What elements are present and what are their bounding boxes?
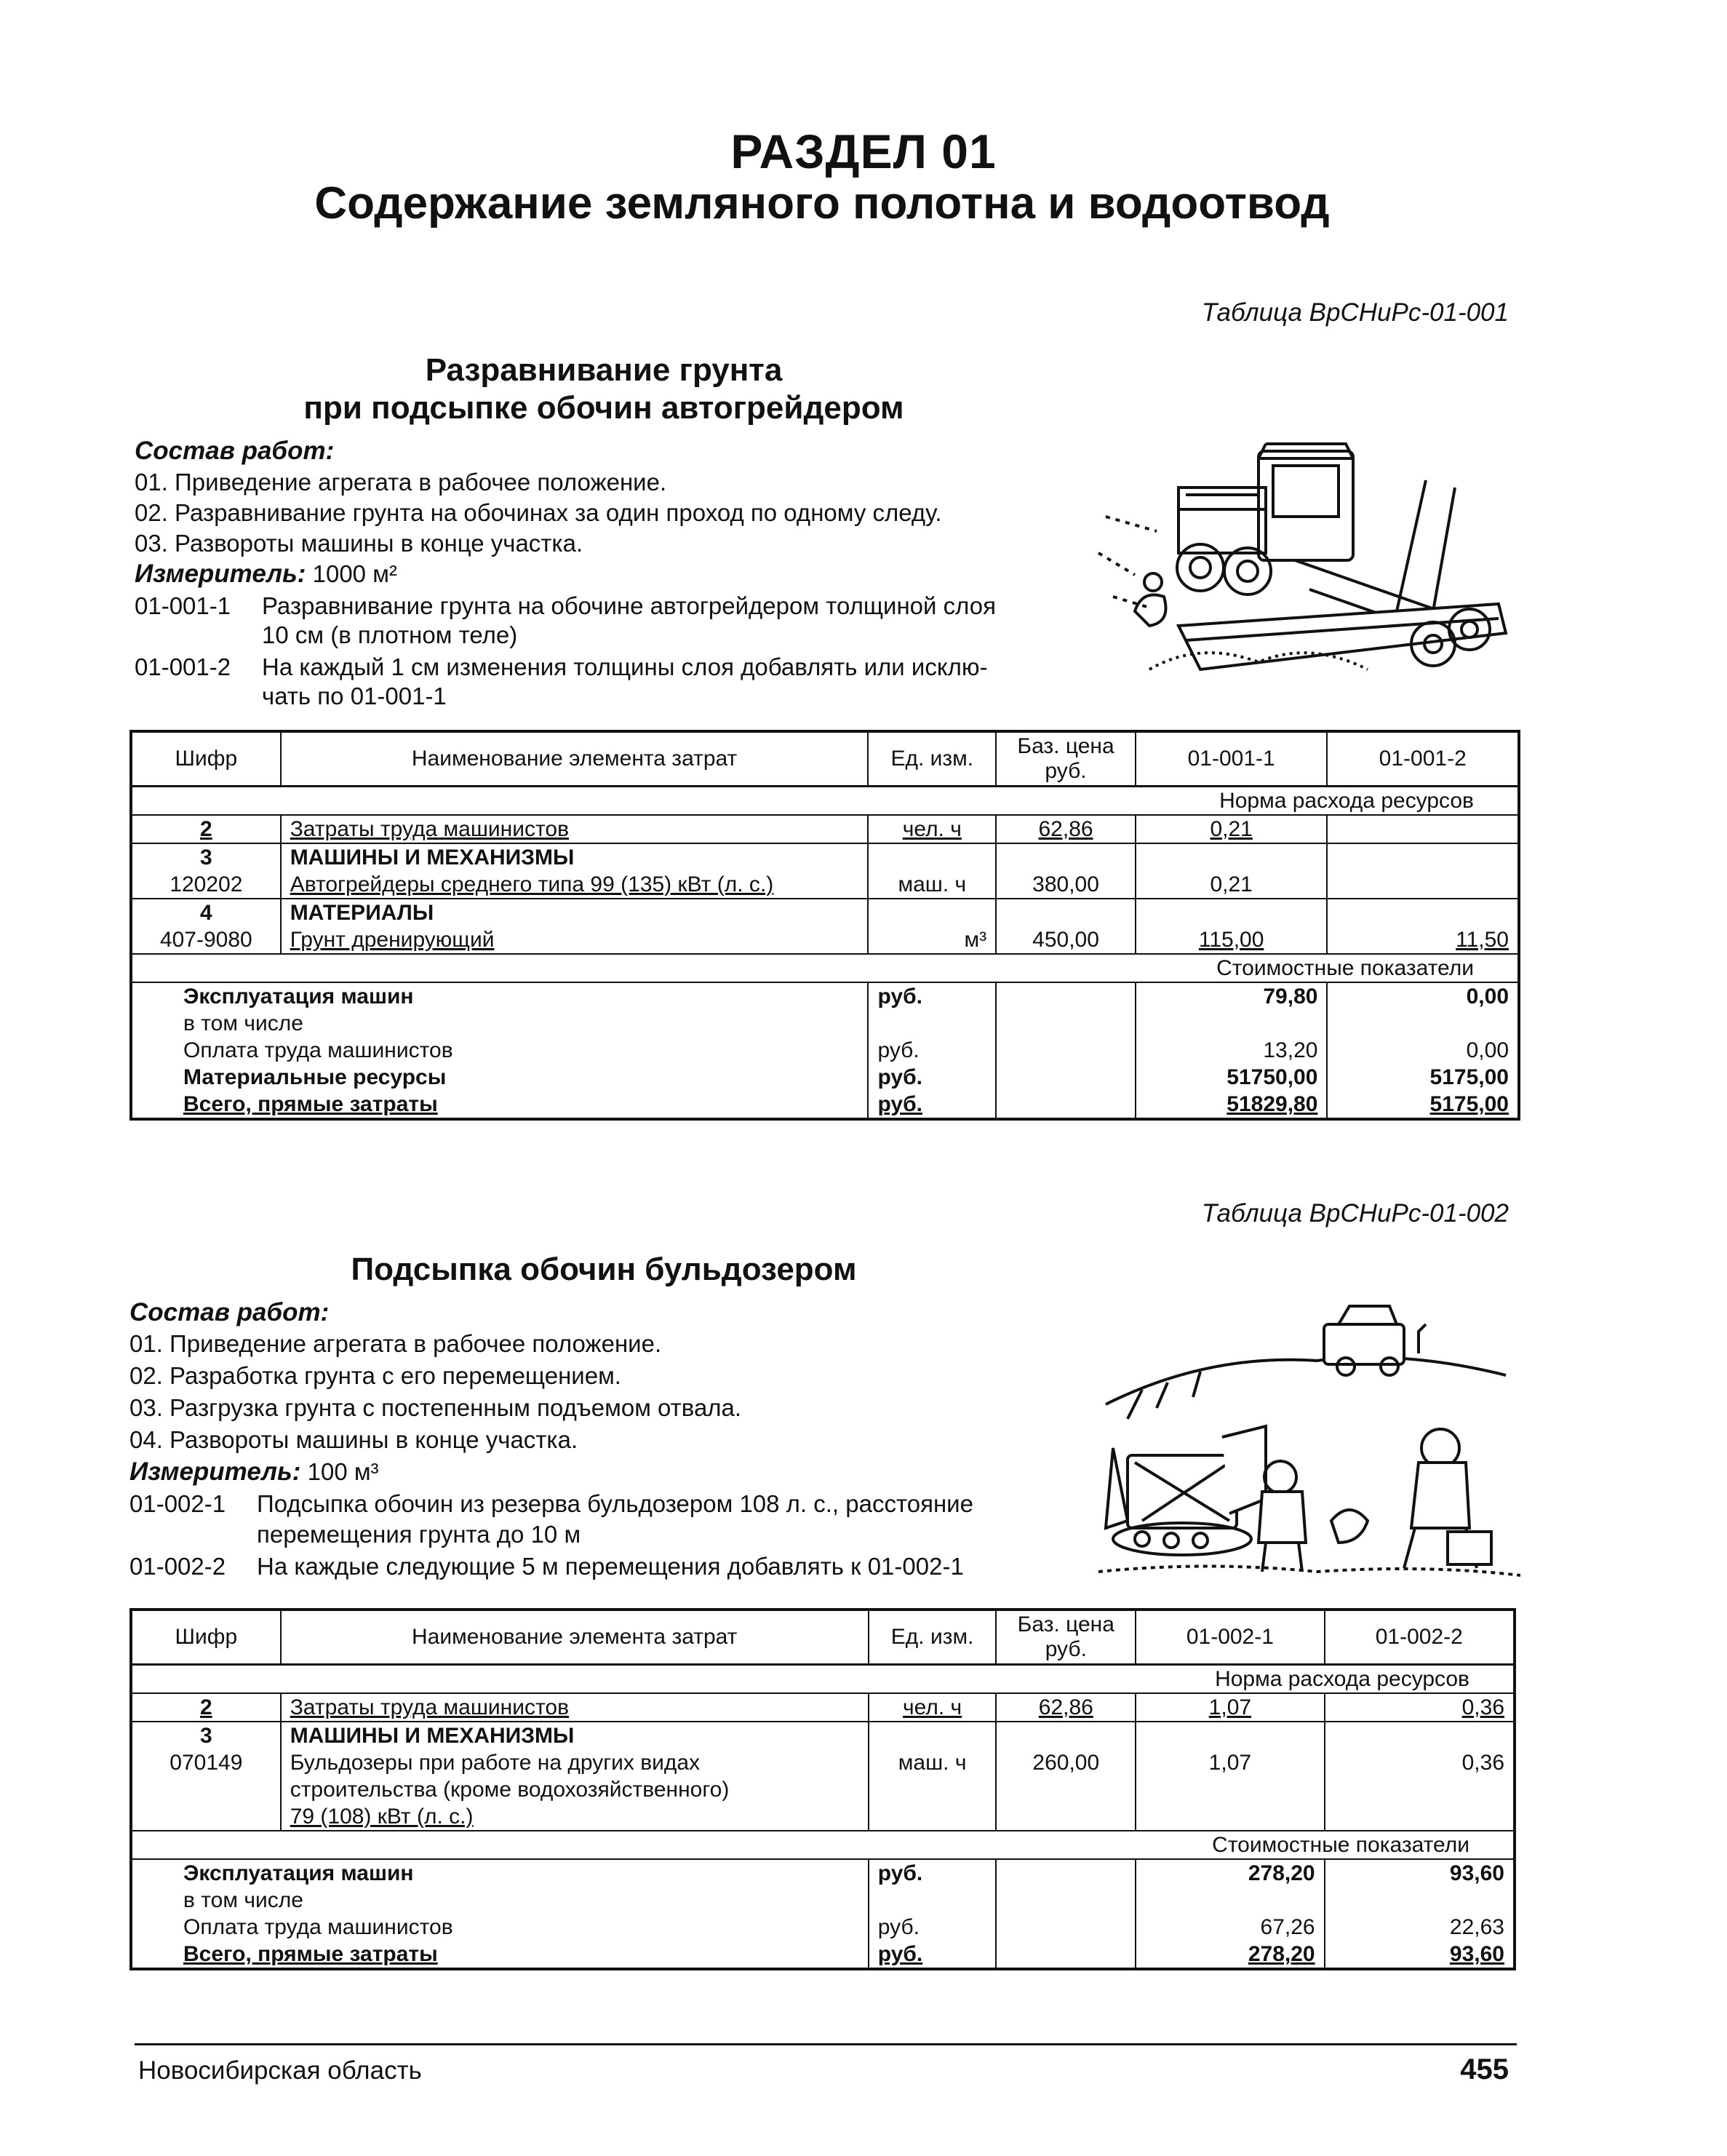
- header-unit: Ед. изм.: [869, 1610, 997, 1665]
- table-row: 407-9080 Грунт дренирующий м³ 450,00 115,00 11,50: [131, 926, 1519, 954]
- table1-cost-table: [129, 730, 1520, 1121]
- cost-row: Эксплуатация машин руб. 278,20 93,60: [131, 1859, 1515, 1887]
- table-row: 120202 Автогрейдеры среднего типа 99 (135) кВт (л. с.) маш. ч 380,00 0,21: [131, 871, 1519, 899]
- header-col2: 01-001-2: [1327, 731, 1519, 787]
- item-code: 01-001-2: [135, 653, 231, 680]
- table-row: 070149 Бульдозеры при работе на других видах маш. ч 260,00 1,07 0,36: [131, 1749, 1515, 1776]
- item-code: 01-001-1: [135, 592, 231, 619]
- table2-measure-value: 100 м³: [307, 1458, 379, 1485]
- cost-row: в том числе: [131, 1887, 1515, 1914]
- table-row: 2 Затраты труда машинистов чел. ч 62,86 0,21: [131, 815, 1519, 843]
- table2-item-1: [129, 1489, 973, 1519]
- cost-row: в том числе: [131, 1010, 1519, 1037]
- header-col1: 01-001-1: [1136, 731, 1328, 787]
- table-row: 79 (108) кВт (л. с.): [131, 1803, 1515, 1831]
- table2-step-2: 02. Разработка грунта с его перемещением.: [129, 1362, 621, 1389]
- table2-title: Подсыпка обочин бульдозером: [351, 1252, 857, 1287]
- cost-row: Всего, прямые затраты руб. 278,20 93,60: [131, 1941, 1515, 1969]
- cost-row: Всего, прямые затраты руб. 51829,80 5175,00: [131, 1091, 1519, 1119]
- table1-reference: Таблица ВрСНиРс-01-001: [1201, 298, 1509, 327]
- table-header-row: [131, 1610, 1515, 1665]
- table1-step-3: 03. Развороты машины в конце участка.: [135, 530, 583, 557]
- table1-item-2-cont: чать по 01-001-1: [262, 683, 447, 709]
- table2-step-1: 01. Приведение агрегата в рабочее положение.: [129, 1330, 662, 1357]
- table1-item-1: [135, 591, 996, 621]
- table1-measure: [135, 559, 397, 589]
- bulldozer-workers-illustration: [1098, 1281, 1520, 1586]
- table-header-row: [131, 731, 1519, 787]
- norm-label: Норма расхода ресурсов: [131, 787, 1519, 816]
- motor-grader-illustration: [1091, 422, 1513, 713]
- table2-measure: [129, 1457, 379, 1487]
- table2-reference: Таблица ВрСНиРс-01-002: [1201, 1199, 1509, 1228]
- table-row: 3 МАШИНЫ И МЕХАНИЗМЫ: [131, 843, 1519, 871]
- item-text: Разравнивание грунта на обочине автогрейдером толщиной слоя: [262, 592, 996, 619]
- header-col2: 01-002-2: [1325, 1610, 1515, 1665]
- header-unit: Ед. изм.: [868, 731, 996, 787]
- cost-row: Оплата труда машинистов руб. 13,20 0,00: [131, 1037, 1519, 1064]
- item-text: На каждый 1 см изменения толщины слоя добавлять или исклю-: [262, 653, 988, 680]
- page-number: 455: [1460, 2053, 1509, 2085]
- header-name: Наименование элемента затрат: [281, 731, 869, 787]
- cost-label: Стоимостные показатели: [131, 954, 1519, 982]
- table-row: 2 Затраты труда машинистов чел. ч 62,86 1,07 0,36: [131, 1693, 1515, 1722]
- table2-item-2: [129, 1551, 964, 1582]
- table2-composition-label: Состав работ:: [129, 1298, 330, 1326]
- footer-divider: [135, 2043, 1517, 2045]
- table1-step-2: 02. Разравнивание грунта на обочинах за один проход по одному следу.: [135, 499, 942, 526]
- item-text: Подсыпка обочин из резерва бульдозером 108 л. с., расстояние: [257, 1490, 973, 1517]
- section-subtitle: Содержание земляного полотна и водоотвод: [314, 178, 1330, 228]
- header-code: Шифр: [131, 1610, 281, 1665]
- cost-row: Материальные ресурсы руб. 51750,00 5175,00: [131, 1064, 1519, 1091]
- table1-title-line1: Разравнивание грунта: [425, 352, 783, 388]
- item-code: 01-002-1: [129, 1490, 226, 1517]
- table1-title-line2: при подсыпке обочин автогрейдером: [303, 390, 904, 426]
- table2-cost-table: [129, 1608, 1516, 1970]
- table-row: 4 МАТЕРИАЛЫ: [131, 899, 1519, 926]
- section-title: РАЗДЕЛ 01: [730, 124, 997, 178]
- table1-measure-value: 1000 м²: [312, 560, 397, 587]
- table2-step-4: 04. Развороты машины в конце участка.: [129, 1426, 578, 1453]
- header-name: Наименование элемента затрат: [281, 1610, 869, 1665]
- norm-label: Норма расхода ресурсов: [131, 1665, 1515, 1694]
- header-col1: 01-002-1: [1136, 1610, 1324, 1665]
- table1-step-1: 01. Приведение агрегата в рабочее положение.: [135, 469, 667, 496]
- cost-label: Стоимостные показатели: [131, 1831, 1515, 1859]
- table1-item-1-cont: 10 см (в плотном теле): [262, 621, 518, 648]
- item-text: На каждые следующие 5 м перемещения добавлять к 01-002-1: [257, 1553, 964, 1580]
- table2-step-3: 03. Разгрузка грунта с постепенным подъемом отвала.: [129, 1394, 742, 1421]
- table2-measure-label: Измеритель:: [129, 1457, 301, 1486]
- cost-row: Оплата труда машинистов руб. 67,26 22,63: [131, 1914, 1515, 1941]
- table1-measure-label: Измеритель:: [135, 560, 306, 588]
- table-row: строительства (кроме водохозяйственного): [131, 1776, 1515, 1803]
- item-code: 01-002-2: [129, 1553, 226, 1580]
- table2-item-1-cont: перемещения грунта до 10 м: [257, 1521, 581, 1548]
- table-row: 3 МАШИНЫ И МЕХАНИЗМЫ: [131, 1722, 1515, 1749]
- header-price: Баз. цена руб.: [996, 731, 1136, 787]
- footer-region: Новосибирская область: [138, 2056, 422, 2085]
- cost-row: Эксплуатация машин руб. 79,80 0,00: [131, 982, 1519, 1010]
- header-code: Шифр: [131, 731, 281, 787]
- header-price: Баз. цена руб.: [996, 1610, 1136, 1665]
- table1-composition-label: Состав работ:: [135, 437, 335, 465]
- table1-item-2: [135, 652, 988, 683]
